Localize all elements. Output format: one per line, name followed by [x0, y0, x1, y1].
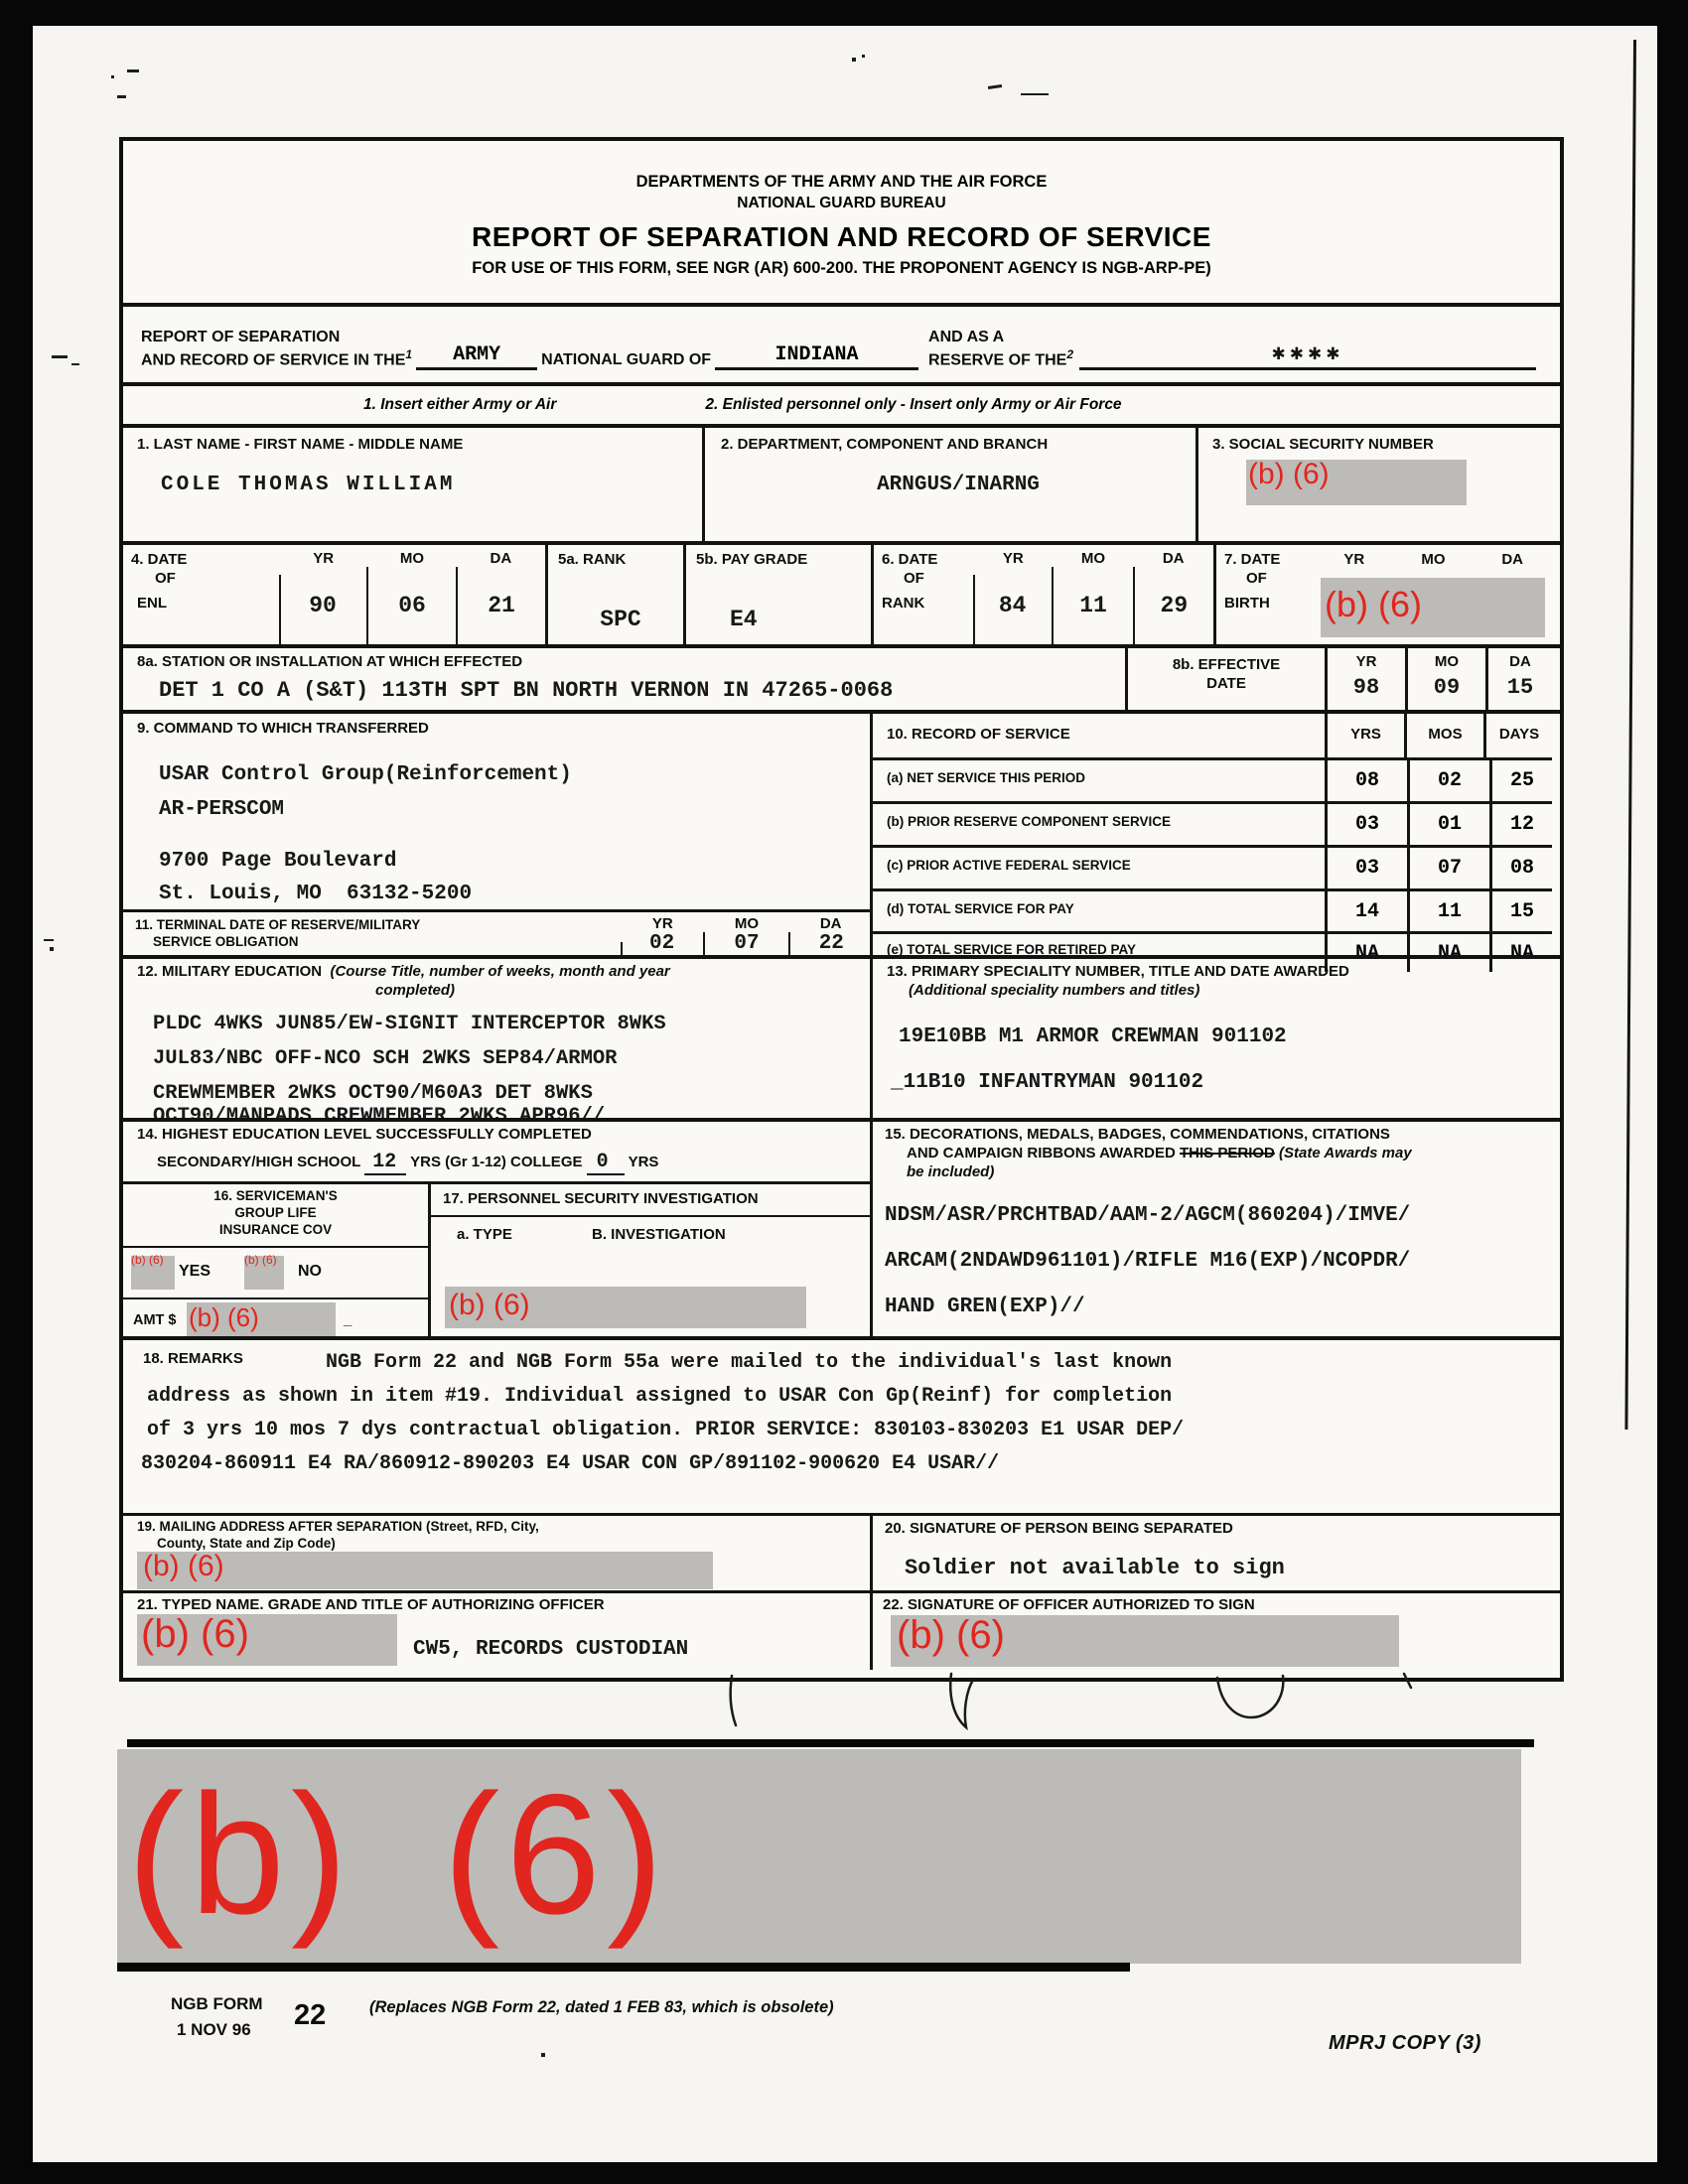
field-date-rank-values: YR MO DA 84 11 29 [973, 545, 1213, 644]
row-station [123, 644, 1560, 710]
remarks-label: 18. REMARKS [143, 1350, 243, 1367]
command-line: St. Louis, MO 63132-5200 [159, 882, 473, 905]
mil-ed-line: OCT90/MANPADS CREWMEMBER 2WKS APR96// [153, 1104, 606, 1128]
field-department: 2. DEPARTMENT, COMPONENT AND BRANCH ARNGUS/INARNG [702, 428, 1196, 541]
box-command-transferred: 9. COMMAND TO WHICH TRANSFERRED USAR Control Group(Reinforcement) AR-PERSCOM 9700 Page Boulevard St. Louis, MO 63132-5200 11. TERMINAL DATE OF RESERVE/MILITARY SERVICE OBLIGATION YR MO DA 02 07 22 [123, 714, 873, 955]
sgli-yes-label: YES [179, 1263, 211, 1280]
guard-of-label: NATIONAL GUARD OF [541, 351, 712, 368]
command-line: AR-PERSCOM [159, 798, 285, 822]
hs-years: 12 [364, 1151, 406, 1175]
command-line: USAR Control Group(Reinforcement) [159, 762, 572, 786]
address-redaction: (b) (6) [137, 1552, 713, 1589]
box-officer-signature: 22. SIGNATURE OF OFFICER AUTHORIZED TO SIGN (b) (6) [873, 1593, 1552, 1670]
rank-mo: 11 [1052, 567, 1132, 644]
row-dates-rank [123, 541, 1560, 644]
big-redaction-label: (b) (6) [127, 1759, 670, 1950]
footnote-strip [123, 382, 1560, 424]
scan-speck [862, 55, 865, 58]
box-highest-education: 14. HIGHEST EDUCATION LEVEL SUCCESSFULLY COMPLETED SECONDARY/HIGH SCHOOL 12 YRS (Gr 1-12) COLLEGE 0 YRS [123, 1122, 870, 1184]
footer-form-number: 22 [294, 1999, 327, 2031]
field-dob-label: 7. DATE OF BIRTH [1213, 545, 1315, 644]
row-education-specialty [123, 955, 1560, 1128]
reserve-label: AND AS A RESERVE OF THE$^2$ [928, 328, 1074, 368]
remarks-line: NGB Form 22 and NGB Form 55a were mailed to the individual's last known [326, 1351, 1173, 1374]
field-date-enl-values: YR MO DA 90 06 21 [279, 545, 545, 644]
effective-yr: YR 98 [1325, 648, 1405, 710]
scan-speck [1021, 93, 1049, 95]
mil-ed-line: JUL83/NBC OFF-NCO SCH 2WKS SEP84/ARMOR [153, 1046, 618, 1070]
officer-title: CW5, RECORDS CUSTODIAN [413, 1638, 689, 1661]
redaction-top-rule [127, 1739, 1534, 1747]
effective-mo: MO 09 [1405, 648, 1485, 710]
service-designation-row [123, 303, 1560, 382]
psi-redaction: (b) (6) [445, 1287, 806, 1328]
box-mailing-address: 19. MAILING ADDRESS AFTER SEPARATION (Street, RFD, City, County, State and Zip Code) (b) (6) [123, 1516, 873, 1590]
left-column [123, 1122, 873, 1336]
psi-investigation-label: B. INVESTIGATION [592, 1226, 726, 1243]
command-line: 9700 Page Boulevard [159, 849, 397, 873]
dob-redaction [1321, 578, 1545, 637]
sgli-amt-redaction: (b) (6) [187, 1302, 336, 1338]
field-pay-grade: 5b. PAY GRADE E4 [683, 545, 871, 644]
scan-speck [52, 355, 68, 358]
specialty-line: _11B10 INFANTRYMAN 901102 [891, 1070, 1204, 1094]
college-years: 0 [587, 1151, 625, 1175]
decoration-line: ARCAM(2NDAWD961101)/RIFLE M16(EXP)/NCOPDR/ [885, 1250, 1411, 1274]
scan-speck [117, 95, 126, 98]
sgli-amt-label: AMT $ [133, 1312, 177, 1328]
remarks-line: address as shown in item #19. Individual assigned to USAR Con Gp(Reinf) for completion [147, 1385, 1173, 1408]
field-dob-values: YR MO DA (b) (6) [1315, 545, 1552, 644]
box-security-investigation: 17. PERSONNEL SECURITY INVESTIGATION a. TYPE B. INVESTIGATION (b) (6) [431, 1184, 870, 1336]
scan-speck [44, 939, 54, 941]
psi-type-label: a. TYPE [457, 1226, 512, 1243]
decoration-line: NDSM/ASR/PRCHTBAD/AAM-2/AGCM(860204)/IMVE/ [885, 1204, 1411, 1228]
department-value: ARNGUS/INARNG [877, 473, 1040, 496]
redaction-bottom-rule [117, 1963, 1130, 1972]
scan-border-bottom [0, 2162, 1688, 2184]
pay-grade-value: E4 [730, 606, 758, 632]
scan-speck [50, 947, 54, 951]
rank-da: 29 [1133, 567, 1213, 644]
row-officer [123, 1590, 1560, 1670]
field-effective-date-label: 8b. EFFECTIVE DATE [1125, 648, 1325, 710]
box-member-signature: 20. SIGNATURE OF PERSON BEING SEPARATED Soldier not available to sign [873, 1516, 1552, 1590]
sgli-no-redaction: (b) (6) [244, 1256, 284, 1290]
box-remarks [123, 1336, 1560, 1513]
form-subtitle: FOR USE OF THIS FORM, SEE NGR (AR) 600-200. THE PROPONENT AGENCY IS NGB-ARP-PE) [472, 259, 1211, 277]
scan-border-left [0, 0, 33, 2184]
field-station: 8a. STATION OR INSTALLATION AT WHICH EFFECTED DET 1 CO A (S&T) 113TH SPT BN NORTH VERNON IN 47265-0068 [123, 648, 1125, 710]
scan-speck [541, 2053, 545, 2057]
branch-value: ARMY [416, 343, 537, 370]
rank-value: SPC [600, 606, 641, 632]
ssn-redaction-label: (b) (6) [1248, 458, 1330, 490]
sgli-yes-redaction: (b) (6) [131, 1256, 175, 1290]
decoration-line: HAND GREN(EXP)// [885, 1296, 1085, 1319]
scan-speck [127, 69, 139, 72]
terminal-yr: 02 [649, 932, 675, 955]
department-line: DEPARTMENTS OF THE ARMY AND THE AIR FORCE [635, 173, 1048, 191]
row-address-signature [123, 1513, 1560, 1590]
field-date-enl-label: 4. DATE OF ENL [131, 551, 188, 612]
record-row: (d) TOTAL SERVICE FOR PAY 14 11 15 [873, 888, 1552, 931]
remarks-line: of 3 yrs 10 mos 7 dys contractual obligation. PRIOR SERVICE: 830103-830203 E1 USAR DEP/ [147, 1419, 1185, 1441]
reserve-value: ✱✱✱✱ [1079, 343, 1536, 370]
field-rank: 5a. RANK SPC [545, 545, 683, 644]
footer-form-label: NGB FORM [171, 1994, 263, 2013]
footer-replaces-note: (Replaces NGB Form 22, dated 1 FEB 83, which is obsolete) [369, 1998, 834, 2016]
footer-copy-label: MPRJ COPY (3) [1329, 2032, 1481, 2054]
record-row: (a) NET SERVICE THIS PERIOD 08 02 25 [873, 757, 1552, 801]
officer-name-redaction: (b) (6) [137, 1614, 397, 1666]
record-row: (b) PRIOR RESERVE COMPONENT SERVICE 03 01 12 [873, 801, 1552, 845]
field-ssn: 3. SOCIAL SECURITY NUMBER (b) (6) [1196, 428, 1552, 541]
scan-speck [988, 84, 1002, 89]
officer-signature-redaction: (b) (6) [891, 1615, 1399, 1667]
field-last-name: 1. LAST NAME - FIRST NAME - MIDDLE NAME COLE THOMAS WILLIAM [123, 428, 702, 541]
struck-this-period: THIS PERIOD [1180, 1144, 1275, 1161]
scan-border-top [0, 0, 1688, 26]
service-label: REPORT OF SEPARATION AND RECORD OF SERVICE IN THE$^1$ [141, 328, 413, 368]
box-decorations: 15. DECORATIONS, MEDALS, BADGES, COMMENDATIONS, CITATIONS AND CAMPAIGN RIBBONS AWARDED THIS PERIOD (State Awards may be included) NDSM/ASR/PRCHTBAD/AAM-2/AGCM(860204)/IMVE/ ARCAM(2NDAWD961101)/RIFLE M16(EXP)/NCOPDR/ HAND GREN(EXP)// [873, 1122, 1552, 1336]
scan-speck [111, 75, 114, 78]
box-terminal-date: 11. TERMINAL DATE OF RESERVE/MILITARY SERVICE OBLIGATION YR MO DA 02 07 22 [123, 909, 870, 955]
scan-speck [852, 58, 856, 62]
scan-speck [71, 363, 79, 365]
scan-border-right [1657, 0, 1688, 2184]
scan-stray-line [1624, 40, 1635, 1430]
dob-redaction-label: (b) (6) [1325, 584, 1422, 624]
name-value: COLE THOMAS WILLIAM [161, 473, 456, 496]
enl-yr: 90 [309, 593, 337, 618]
mil-ed-line: PLDC 4WKS JUN85/EW-SIGNIT INTERCEPTOR 8WKS [153, 1012, 666, 1035]
box-record-of-service: 10. RECORD OF SERVICE YRS MOS DAYS (a) NET SERVICE THIS PERIOD 08 02 25 (b) PRIOR RESERVE COMPONENT SERVICE 03 01 12 (c) PRIOR ACTIVE FEDERAL SERVICE 03 07 08 (d) TOTAL SERVICE FOR PAY 14 11 15 (e) TOTAL SERVICE FOR RETIRED PAY NA NA NA [873, 714, 1552, 955]
form-title: REPORT OF SEPARATION AND RECORD OF SERVICE [472, 221, 1211, 252]
box-military-education: 12. MILITARY EDUCATION (Course Title, number of weeks, month and year completed) PLDC 4WKS JUN85/EW-SIGNIT INTERCEPTOR 8WKS JUL83/NBC OFF-NCO SCH 2WKS SEP84/ARMOR CREWMEMBER 2WKS OCT90/M60A3 DET 8WKS OCT90/MANPADS CREWMEMBER 2WKS APR96// [123, 959, 873, 1118]
terminal-da: 22 [788, 932, 873, 955]
state-value: INDIANA [715, 343, 918, 370]
footer-form-date: 1 NOV 96 [177, 2020, 251, 2039]
record-row: (e) TOTAL SERVICE FOR RETIRED PAY NA NA NA [873, 931, 1552, 972]
footnote-2: 2. Enlisted personnel only - Insert only Army or Air Force [705, 396, 1122, 413]
big-redaction-block [117, 1749, 1521, 1964]
station-value: DET 1 CO A (S&T) 113TH SPT BN NORTH VERNON IN 47265-0068 [159, 677, 894, 703]
enl-da: 21 [456, 567, 545, 644]
enl-mo: 06 [366, 567, 456, 644]
row-name-branch-ssn [123, 424, 1560, 541]
bureau-line: NATIONAL GUARD BUREAU [737, 195, 946, 211]
effective-da: DA 15 [1485, 648, 1552, 710]
record-row: (c) PRIOR ACTIVE FEDERAL SERVICE 03 07 08 [873, 845, 1552, 888]
ngb-form-22 [119, 137, 1564, 1682]
mil-ed-line: CREWMEMBER 2WKS OCT90/M60A3 DET 8WKS [153, 1081, 593, 1105]
terminal-mo: 07 [703, 932, 787, 955]
specialty-line: 19E10BB M1 ARMOR CREWMAN 901102 [899, 1024, 1287, 1048]
box-authorizing-officer: 21. TYPED NAME. GRADE AND TITLE OF AUTHORIZING OFFICER (b) (6) CW5, RECORDS CUSTODIAN [123, 1593, 873, 1670]
sgli-no-label: NO [298, 1263, 322, 1280]
row-education-decorations [123, 1118, 1560, 1336]
box-sgli: 16. SERVICEMAN'S GROUP LIFE INSURANCE COV (b) (6) YES (b) (6) NO AMT $ (b) (6) _ [123, 1184, 431, 1336]
remarks-line: 830204-860911 E4 RA/860912-890203 E4 USAR CON GP/891102-900620 E4 USAR// [141, 1452, 1000, 1475]
signature-note: Soldier not available to sign [905, 1556, 1285, 1580]
field-date-rank-label: 6. DATE OF RANK [871, 545, 973, 644]
form-header [123, 141, 1560, 303]
footnote-1: 1. Insert either Army or Air [363, 396, 557, 413]
row-command-record [123, 710, 1560, 965]
box-primary-specialty: 13. PRIMARY SPECIALITY NUMBER, TITLE AND DATE AWARDED (Additional speciality numbers and titles) 19E10BB M1 ARMOR CREWMAN 901102 _11B10 INFANTRYMAN 901102 [873, 959, 1552, 1118]
pen-marks [685, 1670, 1440, 1745]
ssn-redaction [1246, 460, 1467, 505]
rank-yr: 84 [998, 593, 1027, 618]
